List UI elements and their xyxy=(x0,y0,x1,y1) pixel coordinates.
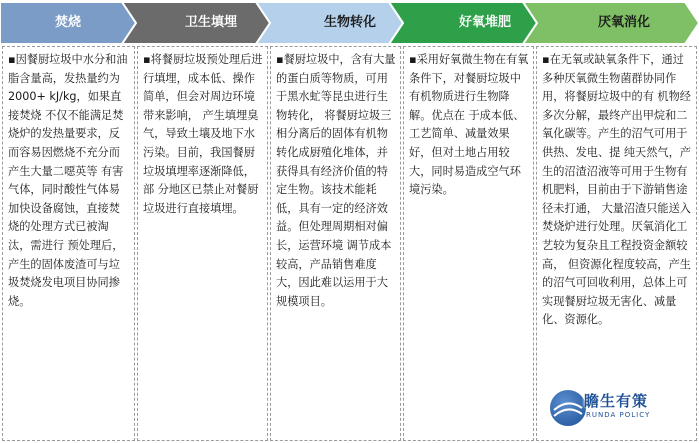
column-text: 因餐厨垃圾中水分和油脂含量高，发热量约为 2000+ kJ/kg，如果直接焚烧 不仅不能满足焚烧炉的发热量要求，反而容易因燃烧不充分而产生大量二噁英等 有害气体，同时酸性气体易加快设备腐蚀，直接焚烧的处理方式已被淘汰，需进行 预处理后，产生的固体废渣可与垃圾焚烧发电项目协同掺烧。 xyxy=(8,53,128,308)
step-label-aerobic-composting: 好氧堆肥 xyxy=(458,15,511,30)
column-landfill xyxy=(137,46,268,441)
globe-icon xyxy=(548,388,588,428)
logo-brand-en-text: RUNDA POLICY xyxy=(586,411,651,419)
column-text: 餐厨垃圾中，含有大量的蛋白质等物质，可用于黑水虻等昆虫进行生物转化， 将餐厨垃圾三相分离后的固体有机物转化成厨殖化堆体，并获得具有经济价值的特定生物。该技术能耗低，具有一定的经济效益。但处理周期相对偏长，运营环境 调节成本较高，产品销售难度大，因此难以运用于大规模项目。 xyxy=(276,53,396,308)
bullet-icon: ▪ xyxy=(276,53,284,66)
brand-logo xyxy=(548,386,688,438)
column-bioconversion xyxy=(270,46,401,441)
step-label-bioconversion: 生物转化 xyxy=(323,15,376,30)
column-aerobic-composting xyxy=(403,46,534,441)
column-text: 在无氧或缺氧条件下，通过多种厌氧微生物菌群协同作用，将餐厨垃圾中的有 机物经多次分解，最终产出甲烷和二氧化碳等。产生的沼气可用于供热、发电、提 纯天然气，产生的沼渣沼液等可用于生物有机肥料，目前由于下游销售途径未打通， 大量沼渣只能送入焚烧炉进行处理。厌氧消化工艺较为复杂且工程投资金额较高， 但资源化程度较高，产生的沼气可回收利用，总体上可实现餐厨垃圾无害化、减量化、资源化。 xyxy=(542,53,691,327)
column-anaerobic-digestion xyxy=(536,46,697,441)
step-label-incineration: 焚烧 xyxy=(54,15,81,30)
logo-brand-text: 瞻生有策 xyxy=(584,392,649,410)
step-label-anaerobic-digestion: 厌氧消化 xyxy=(597,15,650,30)
column-incineration xyxy=(2,46,135,441)
step-label-landfill: 卫生填埋 xyxy=(184,15,237,30)
bullet-icon: ▪ xyxy=(8,53,16,66)
bullet-icon: ▪ xyxy=(542,53,550,66)
column-text: 采用好氧微生物在有氧条件下，对餐厨垃圾中有机物质进行生物降解。优点在 于成本低、工艺简单、减量效果好，但对土地占用较大，同时易造成空气环境污染。 xyxy=(409,53,529,197)
bullet-icon: ▪ xyxy=(143,53,151,66)
column-text: 将餐厨垃圾预处理后进行填埋，成本低、操作简单，但会对周边环境带来影响， 产生填埋臭气，导致土壤及地下水污染。目前，我国餐厨垃圾填埋率逐渐降低，部 分地区已禁止对餐厨垃圾进行直接填埋。 xyxy=(143,53,263,215)
bullet-icon: ▪ xyxy=(409,53,417,66)
